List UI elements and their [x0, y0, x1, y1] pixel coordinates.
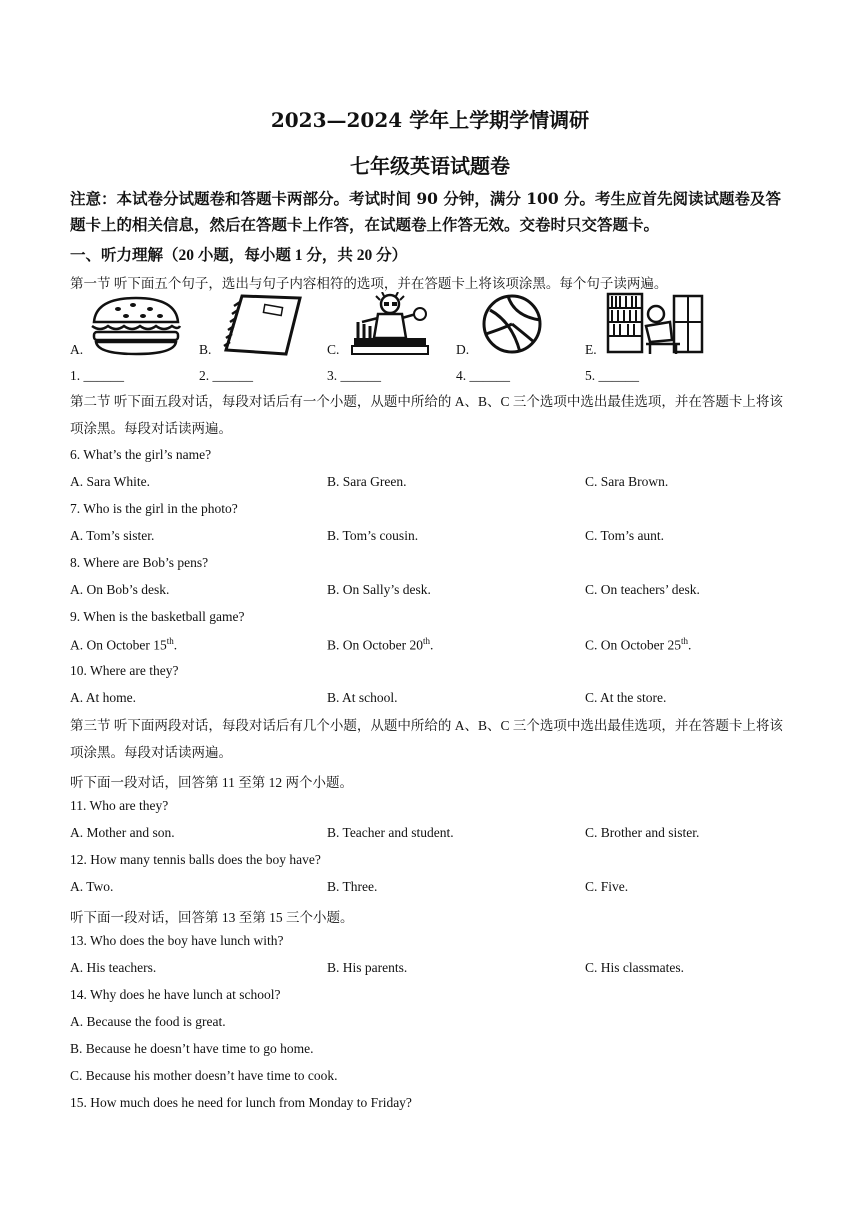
exam-subtitle: 七年级英语试题卷	[350, 154, 510, 178]
section-1-instructions: 第一节 听下面五个句子，选出与句子内容相符的选项，并在答题卡上将该项涂黑。每个句子读两遍。	[70, 276, 668, 291]
answer-blank-1: 1. ______	[70, 368, 124, 383]
option-12c: C. Five.	[585, 879, 629, 894]
option-9a: A. On October 15th.	[70, 636, 178, 653]
question-7: 7. Who is the girl in the photo?	[70, 501, 238, 516]
option-6c: C. Sara Brown.	[585, 474, 669, 489]
answer-blank-4: 4. ______	[456, 368, 510, 383]
question-14: 14. Why does he have lunch at school?	[70, 987, 281, 1002]
option-14b: B. Because he doesn’t have time to go home.	[70, 1041, 314, 1056]
option-6b: B. Sara Green.	[327, 474, 407, 489]
picture-label-d: D.	[456, 342, 470, 357]
library-icon	[606, 292, 706, 356]
option-10b: B. At school.	[327, 690, 398, 705]
answer-blank-2: 2. ______	[199, 368, 253, 383]
hamburger-icon	[88, 292, 184, 356]
question-12: 12. How many tennis balls does the boy have?	[70, 852, 321, 867]
option-11b: B. Teacher and student.	[327, 825, 454, 840]
option-11a: A. Mother and son.	[70, 825, 175, 840]
option-8b: B. On Sally’s desk.	[327, 582, 431, 597]
question-11: 11. Who are they?	[70, 798, 169, 813]
exam-notice: 注意：本试卷分试题卷和答题卡两部分。考试时间 90 分钟，满分 100 分。考生应首先阅读试题卷及答题卡上的相关信息，然后在答题卡上作答，在试题卷上作答无效。交卷时只交答题卡。	[70, 189, 782, 234]
scientist-icon	[350, 292, 430, 356]
option-12b: B. Three.	[327, 879, 378, 894]
question-9: 9. When is the basketball game?	[70, 609, 245, 624]
section-3-instructions: 第三节 听下面两段对话，每段对话后有几个小题，从题中所给的 A、B、C 三个选项中选出最佳选项，并在答题卡上将该项涂黑。每段对话读两遍。	[70, 718, 783, 760]
question-6: 6. What’s the girl’s name?	[70, 447, 212, 462]
part-heading-listening: 一、听力理解（20 小题，每小题 1 分，共 20 分）	[70, 247, 408, 264]
option-7c: C. Tom’s aunt.	[585, 528, 665, 543]
dialogue-intro-1: 听下面一段对话，回答第 11 至第 12 两个小题。	[70, 775, 353, 790]
question-10: 10. Where are they?	[70, 663, 179, 678]
option-7a: A. Tom’s sister.	[70, 528, 155, 543]
option-8a: A. On Bob’s desk.	[70, 582, 170, 597]
question-8: 8. Where are Bob’s pens?	[70, 555, 209, 570]
answer-blank-5: 5. ______	[585, 368, 639, 383]
option-14c: C. Because his mother doesn’t have time to cook.	[70, 1068, 338, 1083]
picture-label-c: C.	[327, 342, 340, 357]
option-9b: B. On October 20th.	[327, 636, 434, 653]
picture-label-a: A.	[70, 342, 84, 357]
question-15: 15. How much does he need for lunch from Monday to Friday?	[70, 1095, 412, 1110]
option-7b: B. Tom’s cousin.	[327, 528, 419, 543]
exam-title: 2023—2024 学年上学期学情调研	[270, 108, 590, 132]
option-10a: A. At home.	[70, 690, 136, 705]
option-13c: C. His classmates.	[585, 960, 684, 975]
option-11c: C. Brother and sister.	[585, 825, 700, 840]
option-13b: B. His parents.	[327, 960, 408, 975]
question-13: 13. Who does the boy have lunch with?	[70, 933, 284, 948]
answer-blank-3: 3. ______	[327, 368, 381, 383]
option-10c: C. At the store.	[585, 690, 667, 705]
dialogue-intro-2: 听下面一段对话，回答第 13 至第 15 三个小题。	[70, 910, 354, 925]
option-14a: A. Because the food is great.	[70, 1014, 226, 1029]
option-13a: A. His teachers.	[70, 960, 157, 975]
option-6a: A. Sara White.	[70, 474, 150, 489]
section-2-instructions: 第二节 听下面五段对话，每段对话后有一个小题，从题中所给的 A、B、C 三个选项中选出最佳选项，并在答题卡上将该项涂黑。每段对话读两遍。	[70, 394, 783, 436]
option-9c: C. On October 25th.	[585, 636, 692, 653]
picture-label-e: E.	[585, 342, 597, 357]
option-8c: C. On teachers’ desk.	[585, 582, 700, 597]
picture-label-b: B.	[199, 342, 212, 357]
option-12a: A. Two.	[70, 879, 114, 894]
notebook-icon	[220, 292, 304, 356]
volleyball-icon	[478, 292, 548, 356]
